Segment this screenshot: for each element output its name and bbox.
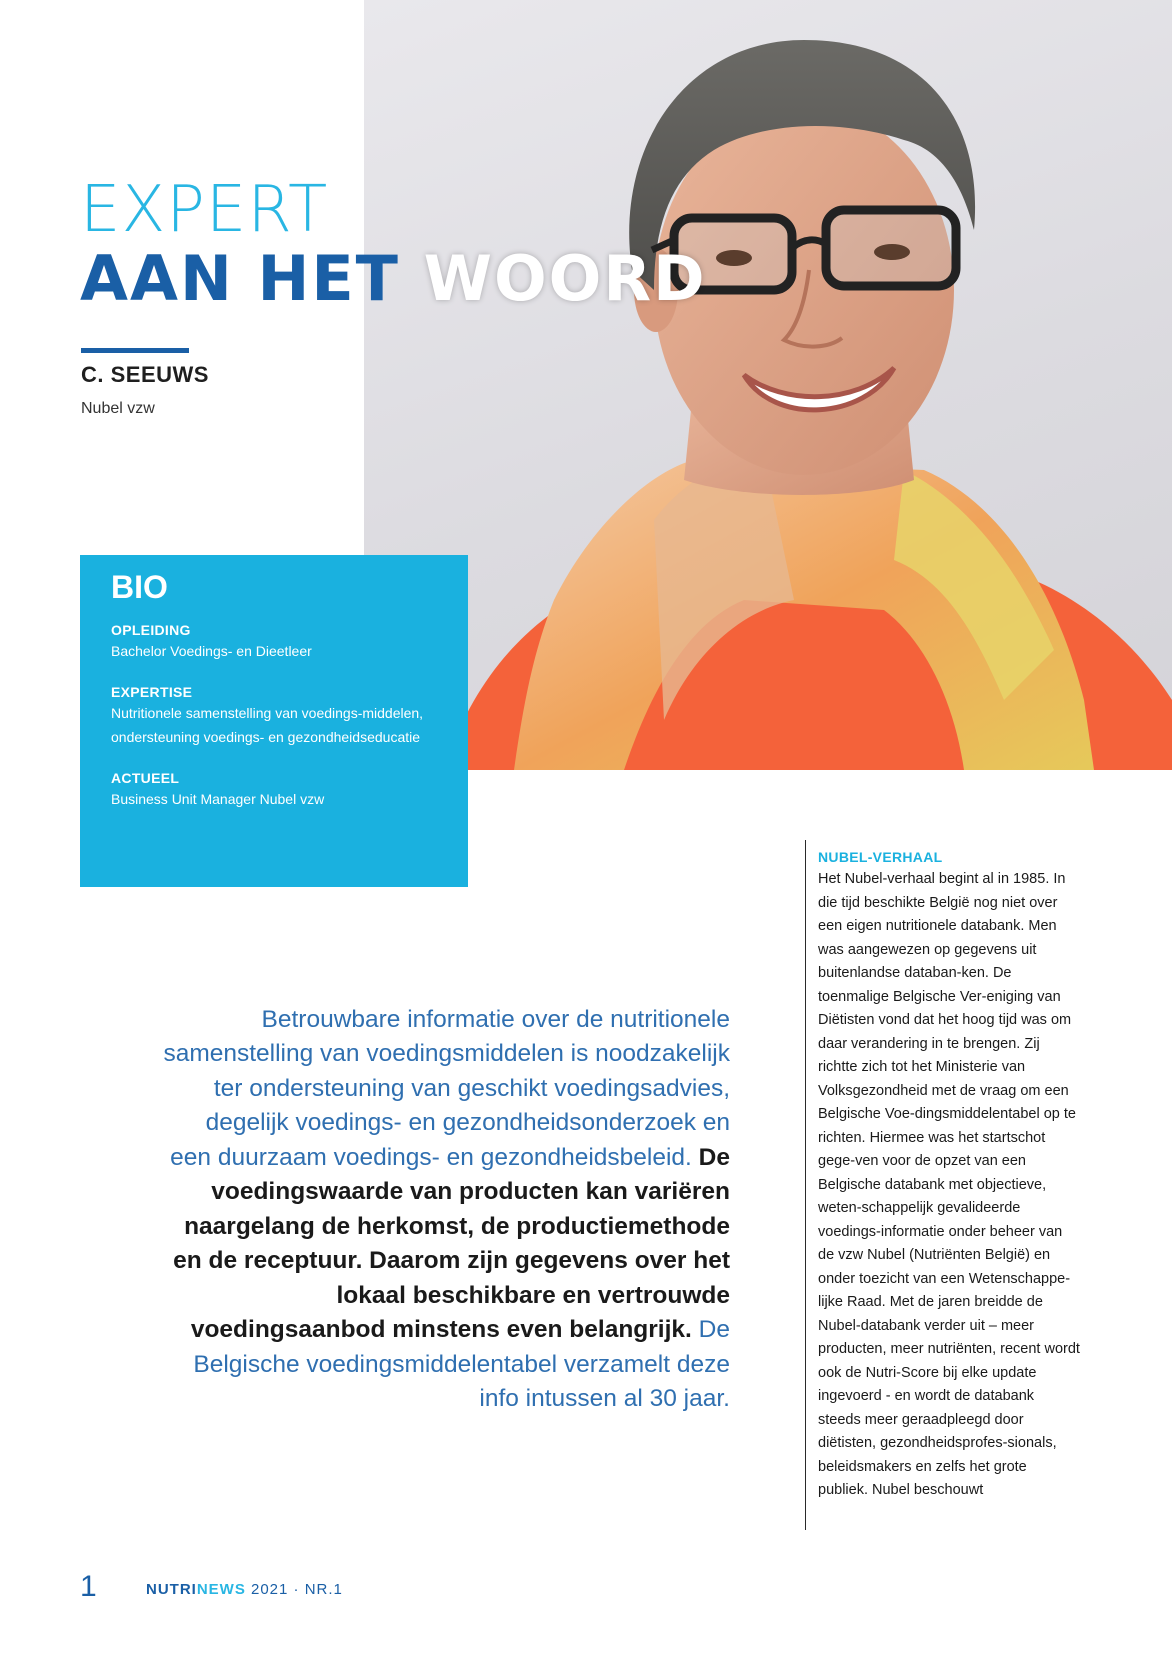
bio-section-current xyxy=(111,769,438,811)
headline-part-2: WOORD xyxy=(423,242,707,315)
sidebar-column xyxy=(818,848,1080,1503)
portrait-photo xyxy=(364,0,1172,770)
issue-label: 2021 · NR.1 xyxy=(245,1581,343,1598)
lead-intro: Betrouwbare informatie over de nutritionele samenstelling van voedingsmiddelen is noodzakelijk ter ondersteuning van geschikt voedingsadvies, degelijk voedings- en gezondheidsonderzoek en een duurzaam voedings- en gezondheidsbeleid. xyxy=(163,1005,730,1171)
lead-closing: De Belgische voedingsmiddelentabel verzamelt deze info intussen al 30 jaar. xyxy=(193,1316,730,1412)
headline-line-2 xyxy=(80,242,707,315)
lead-paragraph xyxy=(160,1003,730,1417)
bio-title: BIO xyxy=(111,569,168,605)
portrait-illustration xyxy=(364,0,1172,770)
bio-section-education xyxy=(111,621,438,663)
headline-part-1: AAN HET xyxy=(80,242,424,315)
brand-part-2: NEWS xyxy=(196,1581,246,1598)
title-divider xyxy=(81,348,189,353)
author-organization: Nubel vzw xyxy=(81,400,155,417)
bio-label: EXPERTISE xyxy=(111,684,193,700)
page-number: 1 xyxy=(80,1570,97,1603)
bio-section-expertise xyxy=(111,683,438,749)
bio-text: Nutritionele samenstelling van voedings-middelen, ondersteuning voedings- en gezondheidseducatie xyxy=(111,705,424,745)
magazine-footer xyxy=(146,1582,343,1597)
lead-emphasis: De voedingswaarde van producten kan variëren naargelang de herkomst, de productiemethode en de receptuur. Daarom zijn gegevens over het lokaal beschikbare en vertrouwde voedingsaanbod minstens even belangrijk. xyxy=(173,1143,730,1343)
bio-label: ACTUEEL xyxy=(111,770,180,786)
brand-part-1: NUTRI xyxy=(146,1581,197,1598)
bio-text: Business Unit Manager Nubel vzw xyxy=(111,791,325,807)
bio-text: Bachelor Voedings- en Dieetleer xyxy=(111,643,312,659)
headline-line-1: EXPERT xyxy=(80,173,329,247)
sidebar-rule xyxy=(805,840,806,1530)
bio-box xyxy=(80,555,468,887)
bio-label: OPLEIDING xyxy=(111,622,191,638)
sidebar-text: Het Nubel-verhaal begint al in 1985. In die tijd beschikte België nog niet over een eigen nutritionele databank. Men was aangewezen op gegevens uit buitenlandse databan-ken. De toenmalige Belgische Ver-eniging van Diëtisten vond dat het hoog tijd was om daar verandering in te brengen. Zij richtte zich tot het Ministerie van Volksgezondheid met de vraag om een Belgische Voe-dingsmiddelentabel op te richten. Hiermee was het startschot gege-ven voor de opzet van een Belgische databank met objectieve, weten-schappelijk gevalideerde voedings-informatie onder beheer van de vzw Nubel (Nutriënten België) en onder toezicht van een Wetenschappe-lijke Raad. Met de jaren breidde de Nubel-databank verder uit – meer producten, meer nutriënten, recent wordt ook de Nutri-Score bij elke update ingevoerd - en wordt de databank steeds meer geraadpleegd door diëtisten, gezondheidsprofes-sionals, beleidsmakers en zelfs het grote publiek. Nubel beschouwt xyxy=(818,871,1080,1498)
sidebar-title: NUBEL-VERHAAL xyxy=(818,849,943,865)
author-name: C. SEEUWS xyxy=(81,362,209,387)
